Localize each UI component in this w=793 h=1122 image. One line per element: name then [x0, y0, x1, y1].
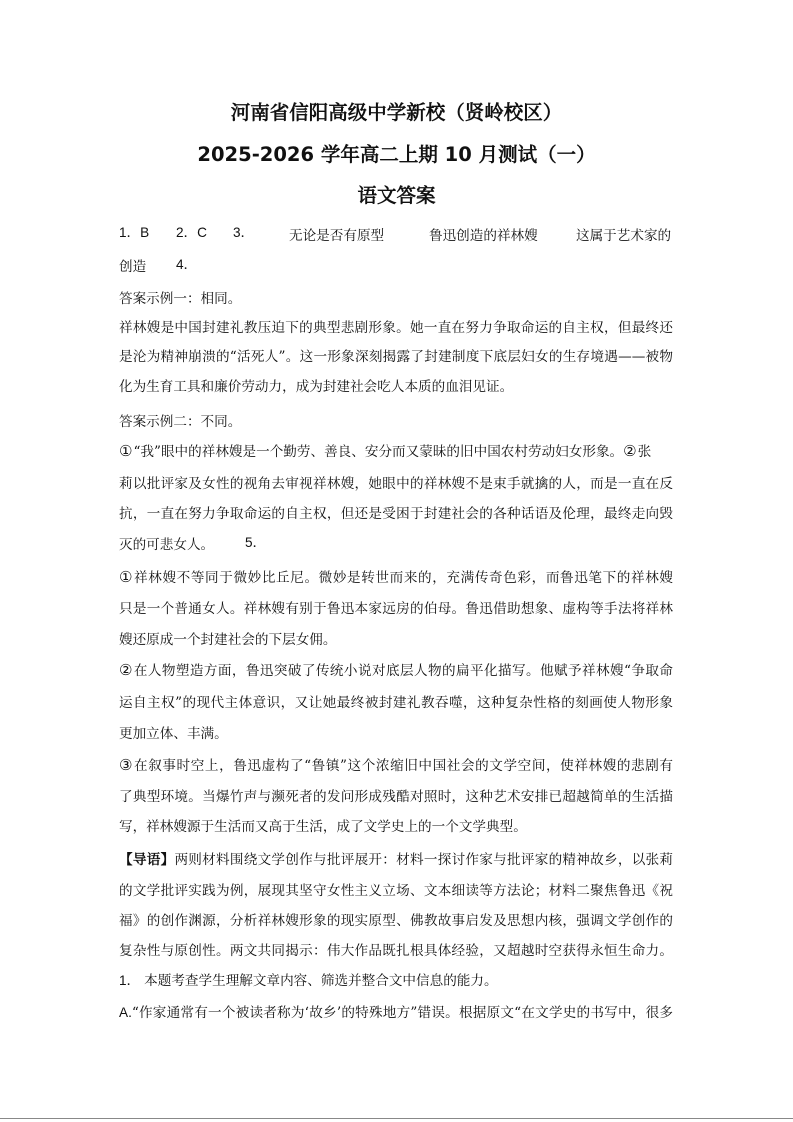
answer-q2: 2．C	[176, 225, 207, 240]
example-two-text: 张	[637, 444, 652, 460]
point-three-text: 在叙事时空上，鲁迅虚构了“鲁镇”这个浓缩旧中国社会的文学空间，使祥林嫂的悲剧有	[133, 758, 673, 774]
point-two-line: 运自主权”的现代主体意识，又让她最终被封建礼教吞噬，这种复杂性格的刻画使人物形象	[119, 695, 673, 711]
circled-number-2: ②	[623, 442, 637, 460]
circled-number-1: ①	[119, 568, 133, 586]
example-one-line: 化为生育工具和廉价劳动力，成为封建社会吃人本质的血泪见证。	[119, 379, 514, 395]
circled-number-1: ①	[119, 442, 133, 460]
option-a-text: “作家通常有一个被读者称为‘故乡’的特殊地方”错误。根据原文“在文学史的书写中，很多	[131, 1005, 673, 1021]
example-two-line: 抗，一直在努力争取命运的自主权，但还是受困于封建社会的各种话语及伦理，最终走向毁	[119, 506, 673, 522]
school-title: 河南省信阳高级中学新校（贤岭校区）	[230, 101, 563, 124]
guide-text: 两则材料围绕文学创作与批评展开：材料一探讨作家与批评家的精神故乡，以张莉	[174, 852, 674, 868]
point-one-text: 祥林嫂不等同于微妙比丘尼。微妙是转世而来的，充满传奇色彩，而鲁迅笔下的祥林嫂	[133, 570, 673, 586]
answer-q3-part-a: 无论是否有原型	[289, 228, 385, 244]
example-two-line	[119, 441, 673, 462]
guide-tag: 【导语】	[119, 852, 175, 868]
circled-number-3: ③	[119, 756, 133, 774]
example-two-line: 莉以批评家及女性的视角去审视祥林嫂，她眼中的祥林嫂不是束手就擒的人，而是一直在反	[119, 476, 673, 492]
answer-q3-num: 3．	[233, 225, 255, 240]
point-three-line	[119, 755, 673, 776]
explanation-number: 1．	[119, 973, 141, 988]
example-one-line: 是沦为精神崩溃的“活死人”。这一形象深刻揭露了封建制度下底层妇女的生存境遇——被物	[119, 349, 673, 365]
example-two-text: “我”眼中的祥林嫂是一个勤劳、善良、安分而又蒙昧的旧中国农村劳动妇女形象。	[133, 444, 624, 460]
guide-line: 福》的创作渊源，分析祥林嫂形象的现实原型、佛教故事启发及思想内核，强调文学创作的	[119, 913, 673, 929]
example-two-label: 答案示例二：不同。	[119, 414, 242, 430]
point-one-line: 嫂还原成一个封建社会的下层女佣。	[119, 632, 337, 648]
exam-title: 2025-2026 学年高二上期 10 月测试（一）	[197, 143, 596, 166]
point-one-line	[119, 567, 673, 588]
guide-line	[119, 850, 673, 870]
subject-title: 语文答案	[357, 184, 436, 207]
point-two-line	[119, 660, 673, 681]
page-bottom-rule	[0, 1118, 793, 1119]
explanation-text: 本题考查学生理解文章内容、筛选并整合文中信息的能力。	[144, 973, 498, 989]
point-two-line: 更加立体、丰满。	[119, 726, 228, 742]
point-three-line: 写，祥林嫂源于生活而又高于生活，成了文学史上的一个文学典型。	[119, 819, 527, 835]
guide-line: 的文学批评实践为例，展现其坚守女性主义立场、文本细读等方法论；材料二聚焦鲁迅《祝	[119, 883, 673, 899]
example-two-line: 灭的可悲女人。	[119, 537, 215, 553]
point-three-line: 了典型环境。当爆竹声与濒死者的发问形成残酷对照时，这种艺术安排已超越简单的生活描	[119, 789, 673, 805]
example-one-label: 答案示例一：相同。	[119, 291, 242, 307]
answer-q1: 1．B	[119, 225, 150, 240]
explanation-line	[119, 1003, 673, 1023]
answer-q5-num: 5．	[245, 535, 267, 550]
answer-q3-part-c: 这属于艺术家的	[576, 228, 672, 244]
example-one-line: 祥林嫂是中国封建礼教压迫下的典型悲剧形象。她一直在努力争取命运的自主权，但最终还	[119, 320, 673, 336]
answer-q3-part-b: 鲁迅创造的祥林嫂	[429, 228, 538, 244]
option-a-tag: A.	[119, 1005, 132, 1020]
guide-line: 复杂性与原创性。两文共同揭示：伟大作品既扎根具体经验，又超越时空获得永恒生命力。	[119, 943, 673, 959]
point-one-line: 只是一个普通女人。祥林嫂有别于鲁迅本家远房的伯母。鲁迅借助想象、虚构等手法将祥林	[119, 601, 673, 617]
circled-number-2: ②	[119, 661, 133, 679]
explanation-line	[119, 971, 498, 991]
point-two-text: 在人物塑造方面，鲁迅突破了传统小说对底层人物的扁平化描写。他赋予祥林嫂“争取命	[133, 663, 673, 679]
answer-q3-part-d: 创造	[119, 259, 147, 275]
answer-q4-num: 4．	[176, 257, 198, 272]
